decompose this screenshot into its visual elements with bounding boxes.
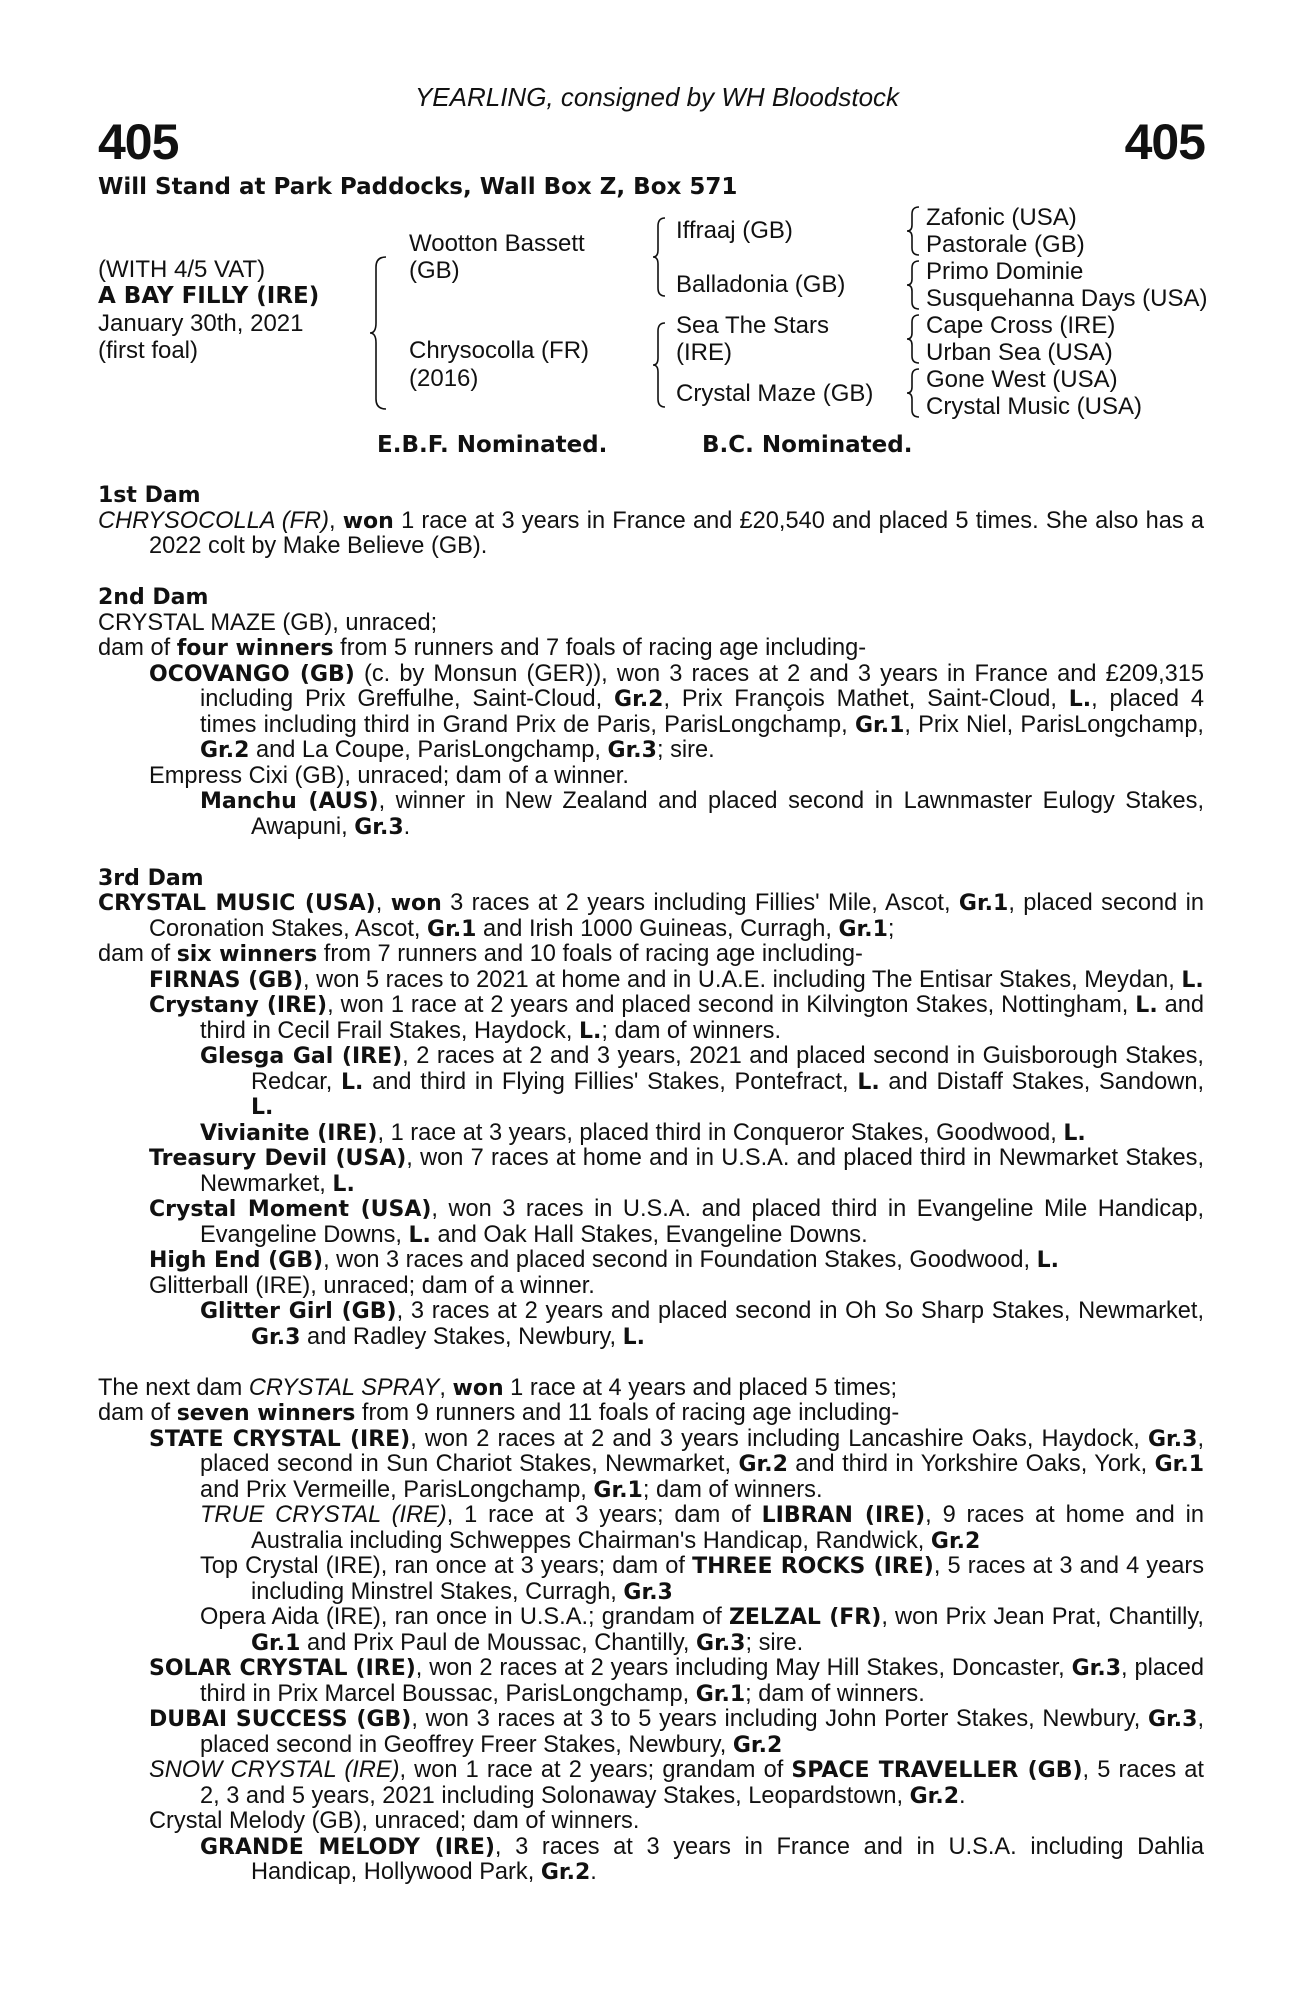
dam-sire-name: Sea The Stars <box>676 312 829 339</box>
produce-crystal-moment: Crystal Moment (USA), won 3 races in U.S.A. and placed third in Evangeline Mile Handicap, Evangeline Downs, L. and Oak Hall Stakes, Evangeline Downs. <box>149 1196 1204 1248</box>
sire-name: Wootton Bassett <box>409 230 585 257</box>
dam-year: (2016) <box>409 365 479 392</box>
produce-vivianite: Vivianite (IRE), 1 race at 3 years, placed third in Conqueror Stakes, Goodwood, L. <box>200 1119 1086 1146</box>
pedigree-brace-g3-1 <box>905 205 921 257</box>
dam-name: Chrysocolla (FR) <box>409 337 590 364</box>
g3-primo-dominie: Primo Dominie <box>926 258 1084 285</box>
horse-name: A BAY FILLY (IRE) <box>98 283 320 309</box>
produce-opera-aida: Opera Aida (IRE), ran once in U.S.A.; grandam of ZELZAL (FR), won Prix Jean Prat, Chantilly, Gr.1 and Prix Paul de Moussac, Chantilly, Gr.3; sire. <box>200 1604 1204 1656</box>
produce-crystany: Crystany (IRE), won 1 race at 2 years and placed second in Kilvington Stakes, Nottingham, L. and third in Cecil Frail Stakes, Haydock, L.; dam of winners. <box>149 992 1205 1044</box>
g3-susquehanna-days: Susquehanna Days (USA) <box>926 285 1208 312</box>
produce-empress-cixi: Empress Cixi (GB), unraced; dam of a winner. <box>149 762 629 789</box>
produce-crystal-melody: Crystal Melody (GB), unraced; dam of winners. <box>149 1808 640 1834</box>
pedigree-brace-g3-2 <box>905 259 921 311</box>
g3-gone-west: Gone West (USA) <box>926 366 1118 393</box>
g3-zafonic: Zafonic (USA) <box>926 204 1077 231</box>
ebf-nominated: E.B.F. Nominated. <box>377 432 608 458</box>
produce-treasury-devil: Treasury Devil (USA), won 7 races at home and in U.S.A. and placed third in Newmarket Stakes, Newmarket, L. <box>149 1145 1205 1197</box>
produce-ocovango: OCOVANGO (GB) (c. by Monsun (GER)), won 3 races at 2 and 3 years in France and £209,315 including Prix Greffulhe, Saint-Cloud, Gr.2, Prix François Mathet, Saint-Cloud, L., placed 4 times including third in Grand Prix de Paris, ParisLongchamp, Gr.1, Prix Niel, ParisLongchamp, Gr.2 and La Coupe, ParisLongchamp, Gr.3; sire. <box>149 660 1204 763</box>
pedigree-brace-dam <box>651 321 667 409</box>
g3-cape-cross: Cape Cross (IRE) <box>926 312 1116 339</box>
g3-pastorale: Pastorale (GB) <box>926 231 1085 258</box>
third-dam-heading: 3rd Dam <box>98 865 204 891</box>
produce-top-crystal: Top Crystal (IRE), ran once at 3 years; dam of THREE ROCKS (IRE), 5 races at 3 and 4 years including Minstrel Stakes, Curragh, Gr.3 <box>200 1553 1204 1605</box>
produce-solar-crystal: SOLAR CRYSTAL (IRE), won 2 races at 2 years including May Hill Stakes, Doncaster, Gr.3, placed third in Prix Marcel Boussac, ParisLongchamp, Gr.1; dam of winners. <box>149 1655 1204 1707</box>
next-dam-entry: The next dam CRYSTAL SPRAY, won 1 race at 4 years and placed 5 times; <box>98 1374 898 1401</box>
pedigree-brace-g3-4 <box>905 367 921 419</box>
next-dam-section <box>98 1376 1204 1886</box>
next-dam-produce-summary: dam of seven winners from 9 runners and 11 foals of racing age including- <box>98 1400 900 1426</box>
produce-glitterball: Glitterball (IRE), unraced; dam of a winner. <box>149 1272 595 1299</box>
dam-sire-origin: (IRE) <box>676 339 732 366</box>
foal-note: (first foal) <box>98 337 199 364</box>
produce-high-end: High End (GB), won 3 races and placed second in Foundation Stakes, Goodwood, L. <box>149 1247 1059 1273</box>
produce-snow-crystal: SNOW CRYSTAL (IRE), won 1 race at 2 years; grandam of SPACE TRAVELLER (GB), 5 races at 2, 3 and 5 years, 2021 including Solonaway Stakes, Leopardstown, Gr.2. <box>149 1757 1204 1809</box>
consignor-line: YEARLING, consigned by WH Bloodstock <box>414 82 900 112</box>
second-dam-produce-summary: dam of four winners from 5 runners and 7 foals of racing age including- <box>98 635 867 661</box>
horse-dob: January 30th, 2021 <box>98 310 304 337</box>
second-dam-section <box>98 585 1204 840</box>
sire-sire: Iffraaj (GB) <box>676 217 793 244</box>
pedigree-brace-sire <box>651 216 667 298</box>
third-dam-entry: CRYSTAL MUSIC (USA), won 3 races at 2 years including Fillies' Mile, Ascot, Gr.1, placed second in Coronation Stakes, Ascot, Gr.1 and Irish 1000 Guineas, Curragh, Gr.1; <box>98 890 1204 942</box>
produce-firnas: FIRNAS (GB), won 5 races to 2021 at home and in U.A.E. including The Entisar Stakes, Meydan, L. <box>149 966 1204 993</box>
stand-location: Will Stand at Park Paddocks, Wall Box Z, Box 571 <box>98 174 738 200</box>
vat-note: (WITH 4/5 VAT) <box>98 256 266 283</box>
produce-manchu: Manchu (AUS), winner in New Zealand and placed second in Lawnmaster Eulogy Stakes, Awapuni, Gr.3. <box>200 788 1204 840</box>
lot-number-left: 405 <box>98 114 179 170</box>
second-dam-name: CRYSTAL MAZE (GB), unraced; <box>98 609 438 636</box>
pedigree-brace-g3-3 <box>905 313 921 365</box>
first-dam-name: CHRYSOCOLLA (FR) <box>98 507 329 534</box>
bc-nominated: B.C. Nominated. <box>702 432 913 458</box>
g3-urban-sea: Urban Sea (USA) <box>926 339 1113 366</box>
third-dam-produce-summary: dam of six winners from 7 runners and 10 foals of racing age including- <box>98 941 863 967</box>
sire-origin: (GB) <box>409 257 460 284</box>
produce-glesga-gal: Glesga Gal (IRE), 2 races at 2 and 3 years, 2021 and placed second in Guisborough Stakes, Redcar, L. and third in Flying Fillies' Stakes, Pontefract, L. and Distaff Stakes, Sandown, L. <box>200 1043 1204 1120</box>
pedigree-brace-main <box>368 255 390 411</box>
produce-state-crystal: STATE CRYSTAL (IRE), won 2 races at 2 and 3 years including Lancashire Oaks, Haydock, Gr.3, placed second in Sun Chariot Stakes, Newmarket, Gr.2 and third in Yorkshire Oaks, York, Gr.1 and Prix Vermeille, ParisLongchamp, Gr.1; dam of winners. <box>149 1425 1204 1503</box>
first-dam-section <box>98 483 1204 560</box>
produce-true-crystal: TRUE CRYSTAL (IRE), 1 race at 3 years; dam of LIBRAN (IRE), 9 races at home and in Australia including Schweppes Chairman's Handicap, Randwick, Gr.2 <box>200 1502 1204 1554</box>
first-dam-entry: CHRYSOCOLLA (FR), won 1 race at 3 years in France and £20,540 and placed 5 times. She also has a 2022 colt by Make Believe (GB). <box>98 507 1204 559</box>
produce-glitter-girl: Glitter Girl (GB), 3 races at 2 years and placed second in Oh So Sharp Stakes, Newmarket, Gr.3 and Radley Stakes, Newbury, L. <box>200 1298 1204 1350</box>
second-dam-heading: 2nd Dam <box>98 585 209 610</box>
g3-crystal-music: Crystal Music (USA) <box>926 393 1143 420</box>
dam-line-text <box>98 483 1204 1886</box>
sire-dam: Balladonia (GB) <box>676 271 846 298</box>
produce-dubai-success: DUBAI SUCCESS (GB), won 3 races at 3 to 5 years including John Porter Stakes, Newbury, Gr.3, placed second in Geoffrey Freer Stakes, Newbury, Gr.2 <box>149 1706 1205 1758</box>
lot-number-right: 405 <box>1124 114 1205 170</box>
first-dam-heading: 1st Dam <box>98 483 201 508</box>
produce-grande-melody: GRANDE MELODY (IRE), 3 races at 3 years in France and in U.S.A. including Dahlia Handicap, Hollywood Park, Gr.2. <box>200 1833 1204 1885</box>
third-dam-section <box>98 866 1204 1351</box>
dam-dam: Crystal Maze (GB) <box>676 380 874 407</box>
